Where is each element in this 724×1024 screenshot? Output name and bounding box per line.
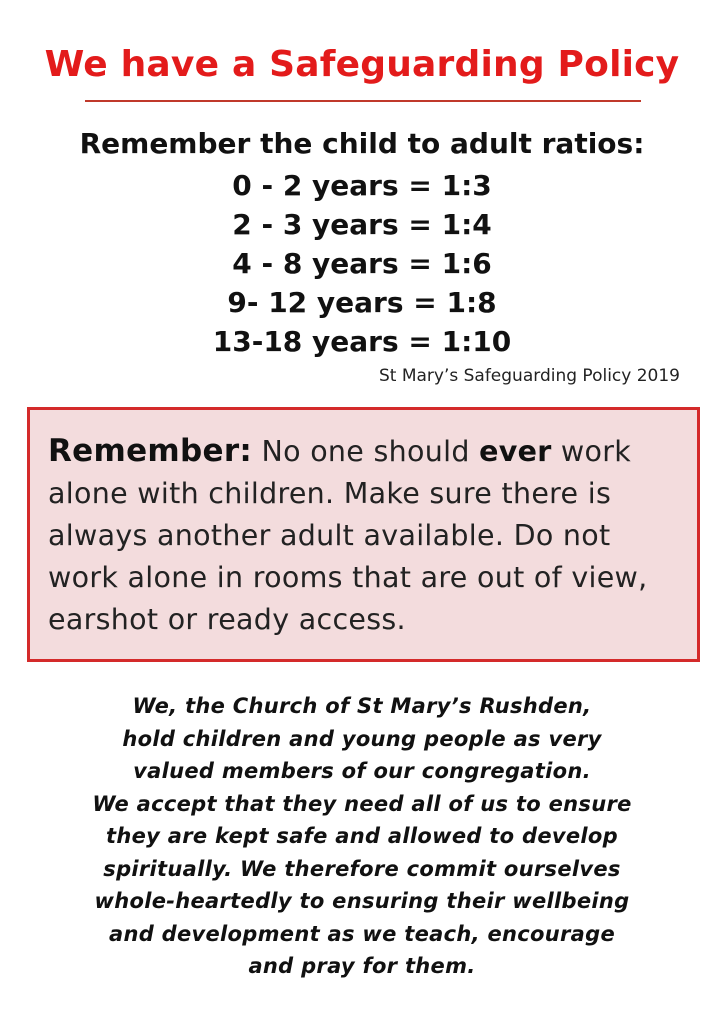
statement-line: We accept that they need all of us to ensure: [92, 791, 632, 816]
ratio-line-13-18: 13-18 years = 1:10: [212, 325, 512, 358]
remember-callout: [27, 407, 700, 662]
statement-line: valued members of our congregation.: [133, 759, 591, 783]
remember-paragraph: [48, 430, 681, 641]
statement-line: they are kept safe and allowed to develop: [106, 824, 618, 848]
statement-line: and development as we teach, encourage: [108, 921, 616, 946]
statement-line: We, the Church of St Mary’s Rushden,: [132, 694, 592, 718]
ratio-line-0-2: 0 - 2 years = 1:3: [232, 169, 492, 202]
ratios-heading: Remember the child to adult ratios:: [79, 127, 645, 160]
remember-text-end: work alone with children. Make sure there is always another adult available. Do not work alone in rooms that are out of view, earshot or ready access.: [48, 435, 648, 636]
ratio-line-9-12: 9- 12 years = 1:8: [227, 286, 497, 319]
ratio-line-4-8: 4 - 8 years = 1:6: [232, 247, 492, 280]
statement-line: and pray for them.: [248, 954, 476, 978]
remember-emphasis: ever: [479, 435, 552, 468]
policy-reference: St Mary’s Safeguarding Policy 2019: [378, 366, 680, 386]
statement-line: whole-heartedly to ensuring their wellbeing: [94, 889, 630, 913]
remember-text-start: No one should: [252, 435, 480, 468]
title-divider: [85, 100, 641, 102]
ratios-section: [0, 122, 724, 361]
statement-line: spiritually. We therefore commit ourselves: [103, 856, 621, 881]
church-statement: [0, 690, 724, 983]
remember-lead: Remember:: [48, 433, 253, 469]
ratio-line-2-3: 2 - 3 years = 1:4: [232, 208, 492, 241]
page-title: We have a Safeguarding Policy: [44, 44, 680, 85]
statement-line: hold children and young people as very: [122, 726, 602, 751]
